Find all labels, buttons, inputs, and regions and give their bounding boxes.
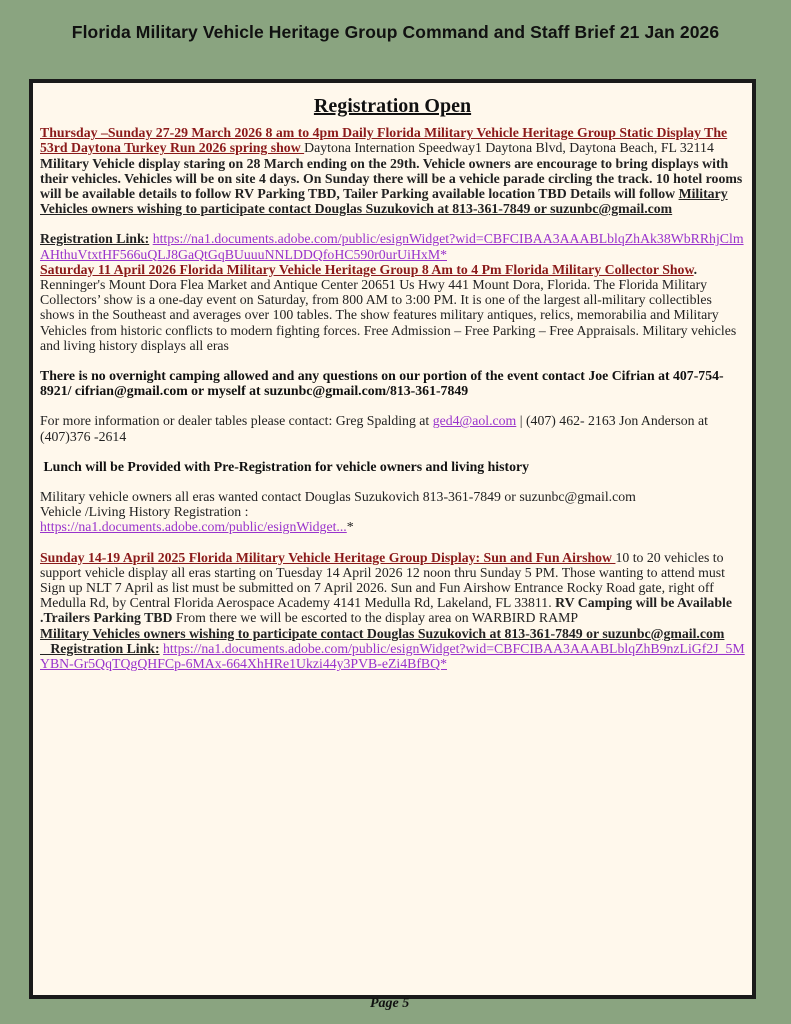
vehicle-registration-row xyxy=(40,519,745,534)
event-body: Renninger's Mount Dora Flea Market and Antique Center 20651 Us Hwy 441 Mount Dora, Florida. The Florida Military Collectors’ show is a one-day event on Saturday, from 800 AM to 3:00 PM. It is one of the largest all-military collectibles shows in the Southeast and averages over 100 tables. The show features military antiques, relics, memorabilia and Military Vehicles from historic conflicts to modern fighting forces. Free Admission – Free Parking – Free Appraisals. Military vehicles and living history displays all eras xyxy=(40,277,737,353)
registration-label: Registration Link: xyxy=(40,640,160,656)
dealer-info xyxy=(40,413,745,443)
event-body: 10 to 20 vehicles to support vehicle display all eras starting on Tuesday 14 April 2026 12 noon thru Sunday 5 PM. Those wanting to attend must Sign up NLT 7 April as list must be submitted on 7 April 2026. Sun and Fun Airshow Entrance Rocky Road gate, right off Medulla Rd, by Central Florida Aerospace Academy 4141 Medulla Rd, Lakeland, FL 33811. xyxy=(40,549,725,611)
info-text-end: | (407) 462- 2163 Jon Anderson at (407)376 -2614 xyxy=(40,413,708,444)
owners-wanted: Military vehicle owners all eras wanted contact Douglas Suzukovich 813-361-7849 or suzunbc@gmail.com xyxy=(40,489,636,505)
event-collector-show xyxy=(40,262,745,353)
sun-n-fun-contact-row xyxy=(40,626,745,672)
content-panel xyxy=(29,79,756,999)
registration-link[interactable]: https://na1.documents.adobe.com/public/esignWidget?wid=CBFCIBAA3AAABLblqZhB9nzLiGf2J_5MYBN-Gr5QqTQgQHFCp-6MAx-664XhHRe1Ukzi44y3PVB-eZi4BfBQ* xyxy=(40,640,745,672)
event-heading: Sunday 14-19 April 2025 Florida Military Vehicle Heritage Group Display: Sun and Fun Airshow xyxy=(40,549,616,565)
registration-link[interactable]: https://na1.documents.adobe.com/public/esignWidget?wid=CBFCIBAA3AAABLblqZhAk38WbRRhjClmAHthuVtxtHF566uQLJ8GaQtGqBUuuuNNLDDQfoHC590r0urUiHxM* xyxy=(40,231,744,262)
vehicle-registration-label: Vehicle /Living History Registration : xyxy=(40,504,249,520)
lunch-note: Lunch will be Provided with Pre-Registration for vehicle owners and living history xyxy=(40,458,530,474)
dealer-email-link[interactable]: ged4@aol.com xyxy=(432,413,517,429)
info-text: For more information or dealer tables please contact: Greg Spalding at xyxy=(40,413,433,429)
heading-period: . xyxy=(693,261,698,277)
event-details: Military Vehicle display staring on 28 March ending on the 29th. Vehicle owners are encourage to bring displays with their vehicles. Vehicles will be on site 4 days. On Sunday there will be a vehicle parade circling the track. 10 hotel rooms will be available details to follow RV Parking TBD, Tailer Parking available location TBD Details will follow xyxy=(40,155,743,202)
event-sun-n-fun xyxy=(40,550,745,626)
registration-row xyxy=(40,231,745,261)
newsletter-header: Florida Military Vehicle Heritage Group Command and Staff Brief 21 Jan 2026 xyxy=(71,22,720,42)
vehicle-registration-link[interactable]: https://na1.documents.adobe.com/public/esignWidget... xyxy=(40,519,347,535)
camping-note: There is no overnight camping allowed and any questions on our portion of the event contact Joe Cifrian at 407-754-8921/ cifrian@gmail.com or myself at suzunbc@gmail.com/813-361-7849 xyxy=(40,368,724,399)
page-number: Page 5 xyxy=(370,996,410,1011)
page-title: Registration Open xyxy=(313,95,472,117)
event-body-end: From there we will be escorted to the display area on WARBIRD RAMP xyxy=(172,610,579,626)
registration-label: Registration Link: xyxy=(40,231,150,247)
event-contact: Military Vehicles owners wishing to participate contact Douglas Suzukovich at 813-361-7849 or suzunbc@gmail.com xyxy=(40,625,725,641)
event-contact: Military Vehicles owners wishing to participate contact Douglas Suzukovich at 813-361-7849 or suzunbc@gmail.com xyxy=(40,186,728,217)
event-heading: Saturday 11 April 2026 Florida Military Vehicle Heritage Group 8 Am to 4 Pm Florida Military Collector Show xyxy=(40,261,694,277)
link-suffix: * xyxy=(346,519,354,535)
event-turkey-run xyxy=(40,125,745,216)
event-location: Daytona Internation Speedway1 Daytona Blvd, Daytona Beach, FL 32114 xyxy=(304,140,714,156)
event-heading: Thursday –Sunday 27-29 March 2026 8 am to 4pm Daily Florida Military Vehicle Heritage Group Static Display The 53rd Daytona Turkey Run 2026 spring show xyxy=(40,125,728,156)
rv-note: RV Camping will be Available .Trailers Parking TBD xyxy=(40,595,732,626)
